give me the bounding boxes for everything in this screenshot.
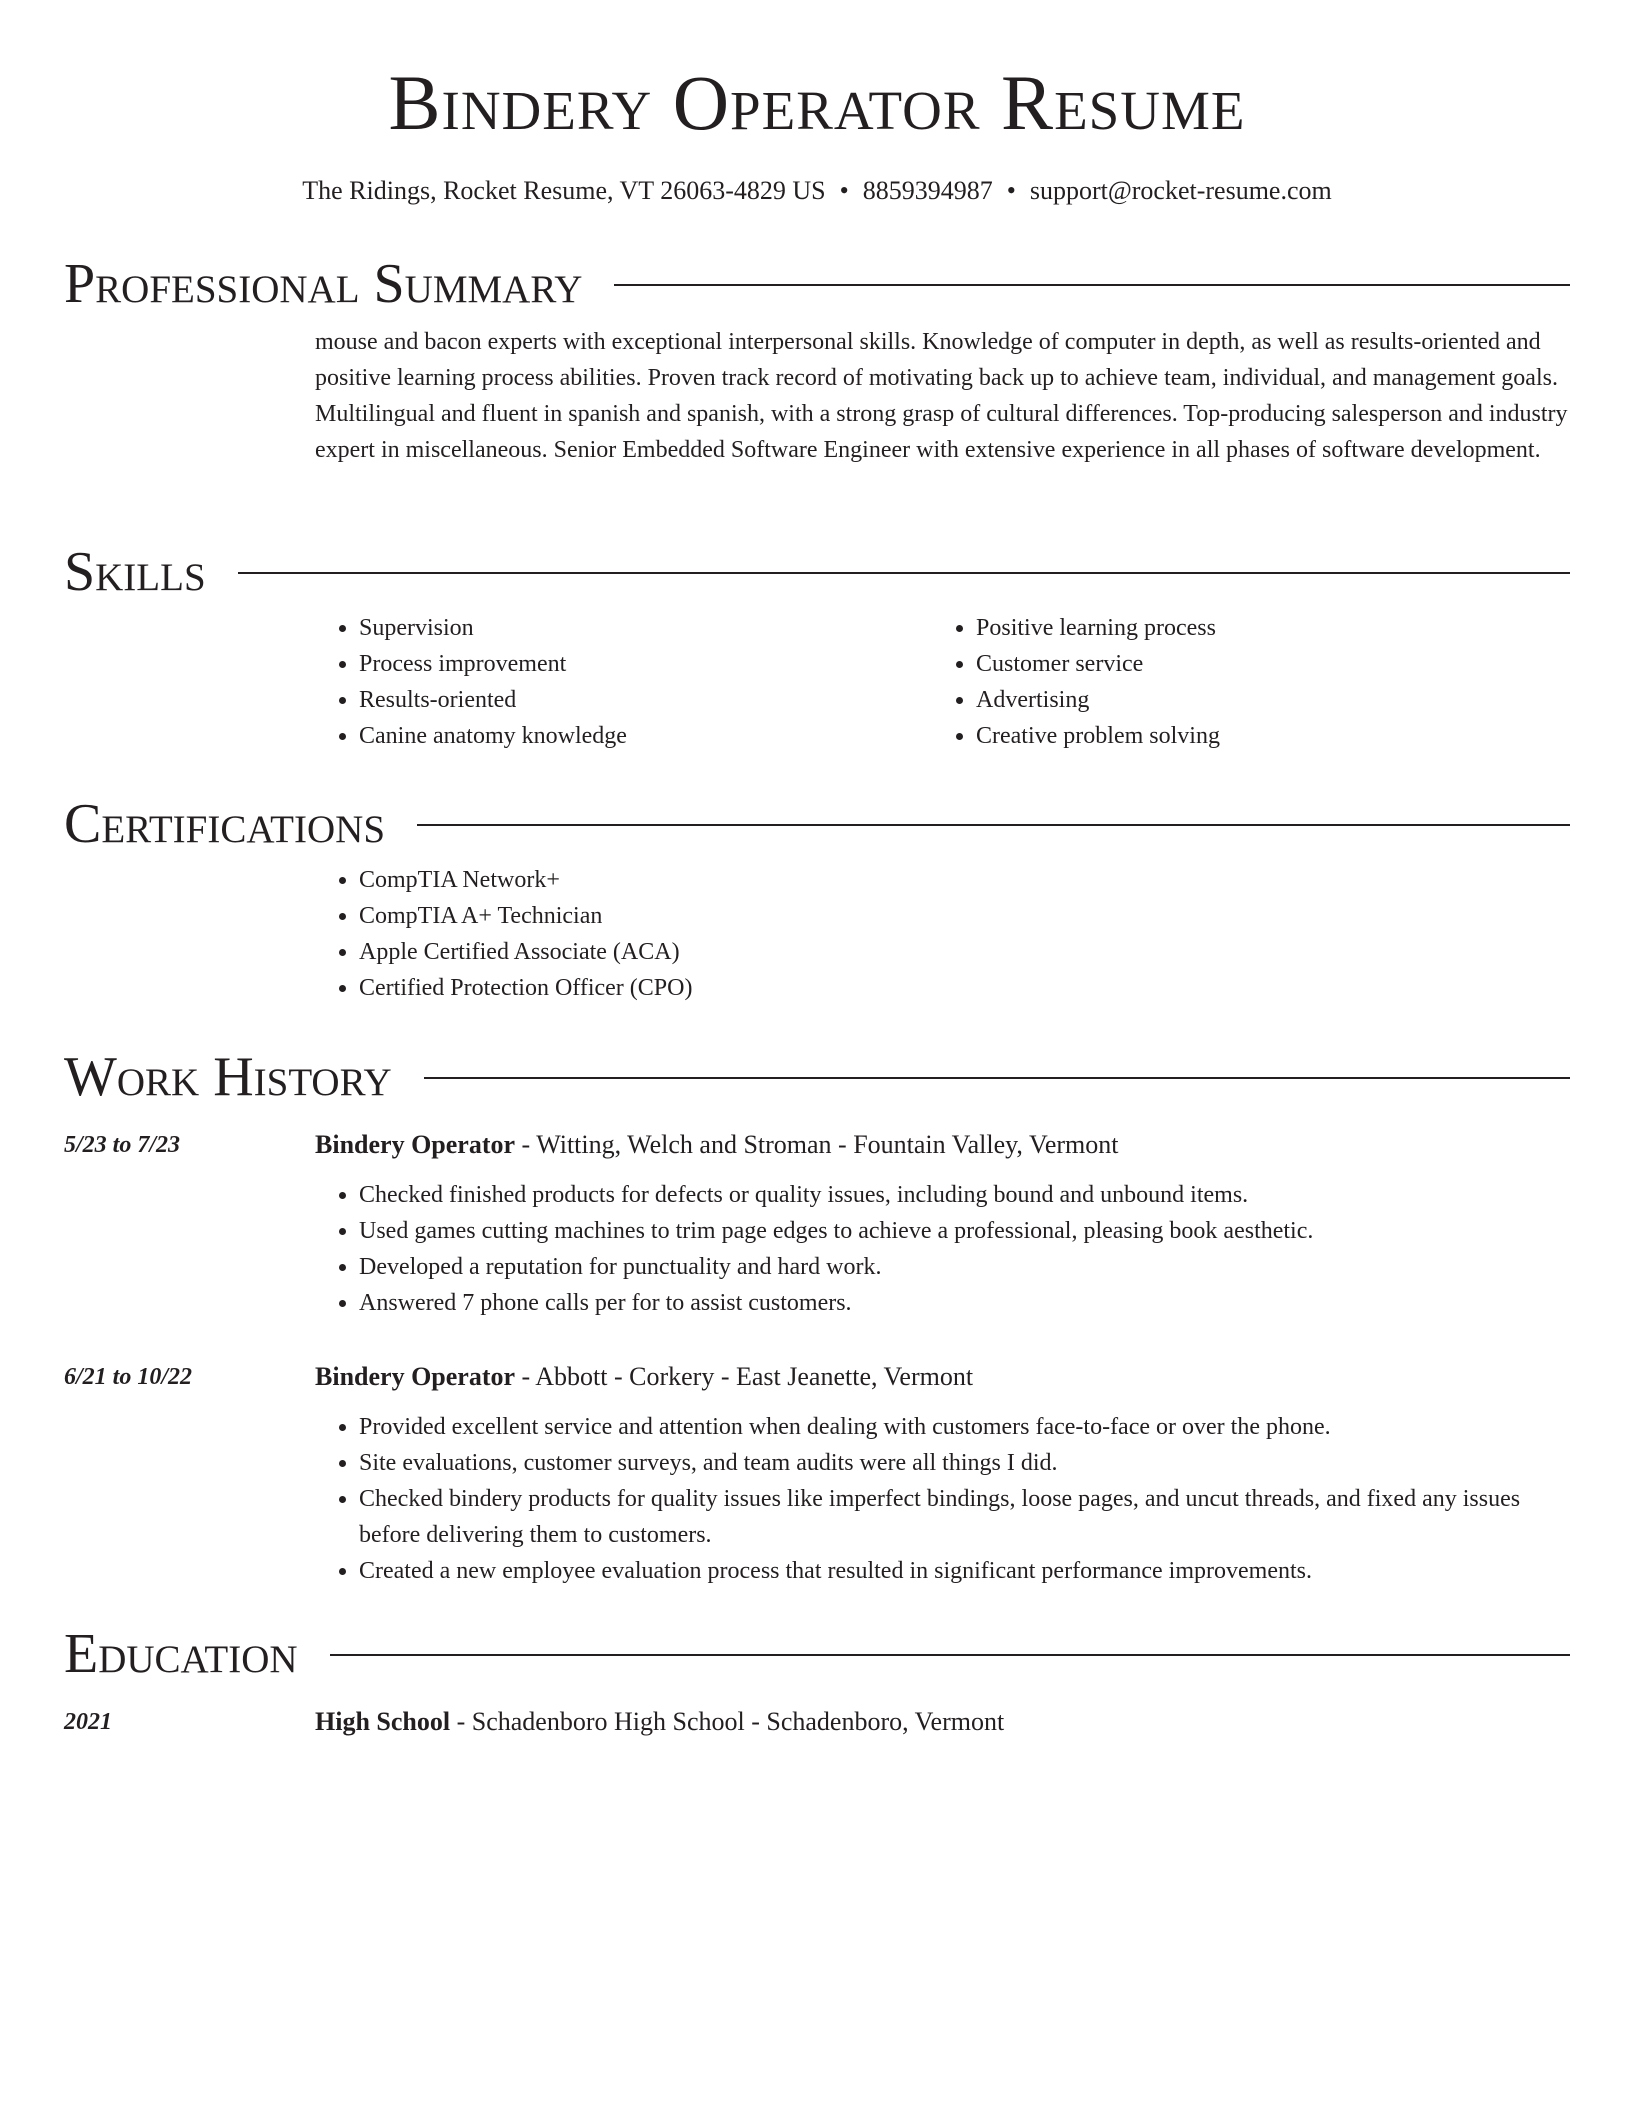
work-bullet: • Provided excellent service and attention when dealing with customers face-to-face or over the phone. — [359, 1409, 1570, 1445]
certification-item: • CompTIA A+ Technician — [359, 898, 1570, 934]
skill-item: • Positive learning process — [976, 610, 1549, 646]
contact-separator: • — [839, 176, 849, 205]
work-bullet: • Used games cutting machines to trim page edges to achieve a professional, pleasing book aesthetic. — [359, 1213, 1570, 1249]
section-title: Certifications — [64, 793, 386, 855]
contact-address: The Ridings, Rocket Resume, VT 26063-4829 US — [302, 176, 826, 205]
skill-item: • Results-oriented — [359, 682, 932, 718]
skill-item: • Advertising — [976, 682, 1549, 718]
degree: High School — [315, 1707, 451, 1736]
work-bullets — [315, 1177, 1570, 1321]
certification-item: • Certified Protection Officer (CPO) — [359, 970, 1570, 1006]
work-bullet: • Answered 7 phone calls per for to assist customers. — [359, 1285, 1570, 1321]
summary-text: mouse and bacon experts with exceptional interpersonal skills. Knowledge of computer in depth, as well as results-oriented and positive learning process abilities. Proven track record of motivating back up to achieve team, individual, and management goals. Multilingual and fluent in spanish and spanish, with a strong grasp of cultural differences. Top-producing salesperson and industry expert in miscellaneous. Senior Embedded Software Engineer with extensive experience in all phases of software development. — [315, 329, 1568, 463]
contact-line — [64, 174, 1570, 208]
section-title: Professional Summary — [64, 253, 583, 315]
skill-item: • Creative problem solving — [976, 718, 1549, 754]
work-bullet: • Site evaluations, customer surveys, and team audits were all things I did. — [359, 1445, 1570, 1481]
job-employer: - Witting, Welch and Stroman - Fountain Valley, Vermont — [515, 1130, 1119, 1159]
skills-list-right — [932, 610, 1549, 754]
work-history-section — [64, 1045, 1570, 1589]
section-title: Work History — [64, 1046, 392, 1108]
job-title: Bindery Operator — [315, 1130, 516, 1159]
school-details: - Schadenboro High School - Schadenboro, Vermont — [450, 1707, 1005, 1736]
education-entry — [64, 1704, 1570, 1740]
section-header — [64, 252, 1570, 316]
work-heading — [315, 1127, 1570, 1163]
section-header — [64, 540, 1570, 604]
certification-item: • CompTIA Network+ — [359, 862, 1570, 898]
work-bullets — [315, 1409, 1570, 1589]
section-header — [64, 792, 1570, 856]
education-section — [64, 1622, 1570, 1740]
education-date: 2021 — [64, 1709, 112, 1735]
skills-list-left — [315, 610, 932, 754]
work-entry — [64, 1359, 1570, 1589]
certifications-list — [315, 862, 1570, 1006]
skills-section — [64, 540, 1570, 754]
skill-item: • Canine anatomy knowledge — [359, 718, 932, 754]
resume-title: Bindery Operator Resume — [388, 59, 1246, 146]
work-dates: 5/23 to 7/23 — [64, 1132, 181, 1158]
section-title: Education — [64, 1623, 298, 1685]
summary-section — [64, 252, 1570, 468]
contact-separator: • — [1006, 176, 1016, 205]
work-entry — [64, 1127, 1570, 1321]
contact-email: support@rocket-resume.com — [1029, 176, 1332, 205]
work-bullet: • Checked finished products for defects or quality issues, including bound and unbound items. — [359, 1177, 1570, 1213]
section-divider — [330, 1654, 1570, 1656]
skill-item: • Customer service — [976, 646, 1549, 682]
section-divider — [614, 284, 1570, 286]
section-divider — [424, 1077, 1570, 1079]
education-heading — [315, 1704, 1570, 1740]
work-dates: 6/21 to 10/22 — [64, 1364, 193, 1390]
section-header — [64, 1622, 1570, 1686]
certification-item: • Apple Certified Associate (ACA) — [359, 934, 1570, 970]
work-heading — [315, 1359, 1570, 1395]
work-bullet: • Developed a reputation for punctuality and hard work. — [359, 1249, 1570, 1285]
skill-item: • Process improvement — [359, 646, 932, 682]
job-title: Bindery Operator — [315, 1362, 516, 1391]
section-header — [64, 1045, 1570, 1109]
skill-item: • Supervision — [359, 610, 932, 646]
work-bullet: • Created a new employee evaluation process that resulted in significant performance improvements. — [359, 1553, 1570, 1589]
section-divider — [238, 572, 1570, 574]
job-employer: - Abbott - Corkery - East Jeanette, Vermont — [515, 1362, 974, 1391]
section-divider — [417, 824, 1570, 826]
contact-phone: 8859394987 — [862, 176, 993, 205]
certifications-section — [64, 792, 1570, 1006]
section-title: Skills — [64, 541, 206, 603]
work-bullet: • Checked bindery products for quality issues like imperfect bindings, loose pages, and uncut threads, and fixed any issues before delivering them to customers. — [359, 1481, 1570, 1553]
